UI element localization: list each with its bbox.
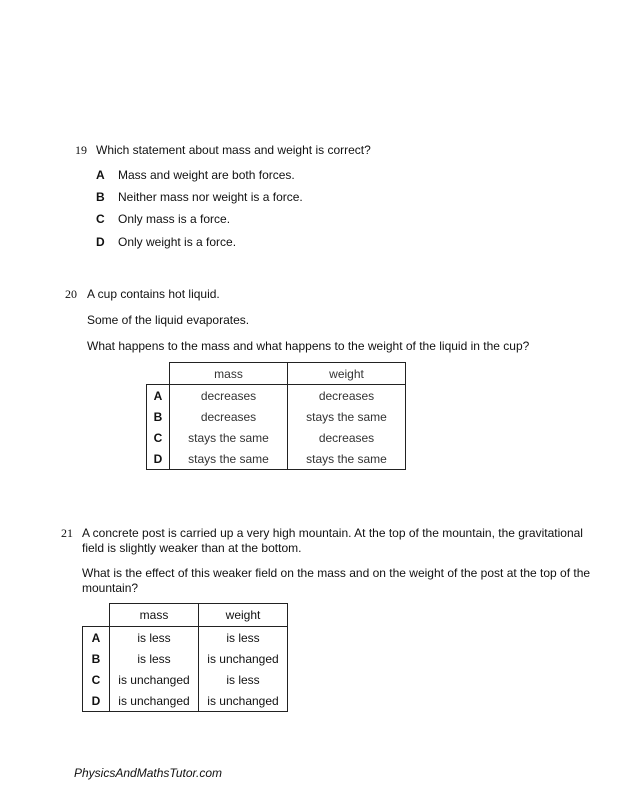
row-letter: B: [147, 406, 170, 427]
footer-site-name: PhysicsAndMathsTutor.com: [74, 766, 223, 780]
table-row: [83, 648, 288, 669]
question-19-number: 19: [75, 143, 87, 157]
row-letter: A: [147, 385, 170, 407]
question-21-number: 21: [61, 526, 73, 540]
table-row: [147, 427, 406, 448]
table-row: [147, 385, 406, 407]
question-20-line-3: What happens to the mass and what happens to the weight of the liquid in the cup?: [87, 339, 530, 353]
cell-weight: is unchanged: [199, 648, 288, 669]
header-mass: mass: [110, 604, 199, 627]
cell-mass: is unchanged: [110, 669, 199, 690]
table-row: [83, 627, 288, 649]
q19-option-c-letter: C: [96, 212, 105, 226]
cell-mass: stays the same: [170, 427, 288, 448]
q19-option-d-text: Only weight is a force.: [118, 235, 237, 249]
table-corner: [83, 604, 110, 627]
q19-option-d-letter: D: [96, 235, 105, 249]
question-20-number: 20: [65, 287, 77, 301]
header-weight: weight: [199, 604, 288, 627]
q19-option-a-letter: A: [96, 168, 105, 182]
question-20-line-1: A cup contains hot liquid.: [87, 287, 220, 301]
cell-weight: decreases: [288, 385, 406, 407]
cell-mass: is less: [110, 648, 199, 669]
table-row: [83, 690, 288, 712]
question-21-line-2a: What is the effect of this weaker field on the mass and on the weight of the post at the top of the: [82, 566, 591, 580]
q19-option-b-text: Neither mass nor weight is a force.: [118, 190, 303, 204]
q19-option-c-text: Only mass is a force.: [118, 212, 231, 226]
question-20-line-2: Some of the liquid evaporates.: [87, 313, 250, 327]
row-letter: C: [83, 669, 110, 690]
cell-mass: stays the same: [170, 448, 288, 470]
cell-weight: stays the same: [288, 406, 406, 427]
cell-weight: decreases: [288, 427, 406, 448]
question-21-line-1b: field is slightly weaker than at the bottom.: [82, 541, 302, 555]
cell-mass: is unchanged: [110, 690, 199, 712]
row-letter: D: [83, 690, 110, 712]
row-letter: C: [147, 427, 170, 448]
question-21-line-1a: A concrete post is carried up a very high mountain. At the top of the mountain, the gravitational: [82, 526, 583, 540]
header-mass: mass: [170, 363, 288, 385]
row-letter: D: [147, 448, 170, 470]
cell-weight: is less: [199, 669, 288, 690]
header-weight: weight: [288, 363, 406, 385]
question-21-answer-table: [82, 603, 288, 712]
table-row: [147, 448, 406, 470]
cell-weight: is less: [199, 627, 288, 649]
cell-mass: decreases: [170, 385, 288, 407]
row-letter: B: [83, 648, 110, 669]
question-21-line-2b: mountain?: [82, 581, 139, 595]
table-row: [83, 669, 288, 690]
q19-option-b-letter: B: [96, 190, 105, 204]
question-19-text: Which statement about mass and weight is correct?: [96, 143, 371, 157]
cell-weight: is unchanged: [199, 690, 288, 712]
table-row: [147, 406, 406, 427]
cell-mass: decreases: [170, 406, 288, 427]
cell-weight: stays the same: [288, 448, 406, 470]
cell-mass: is less: [110, 627, 199, 649]
question-20-answer-table: [146, 362, 406, 470]
q19-option-a-text: Mass and weight are both forces.: [118, 168, 295, 182]
table-corner: [147, 363, 170, 385]
row-letter: A: [83, 627, 110, 649]
